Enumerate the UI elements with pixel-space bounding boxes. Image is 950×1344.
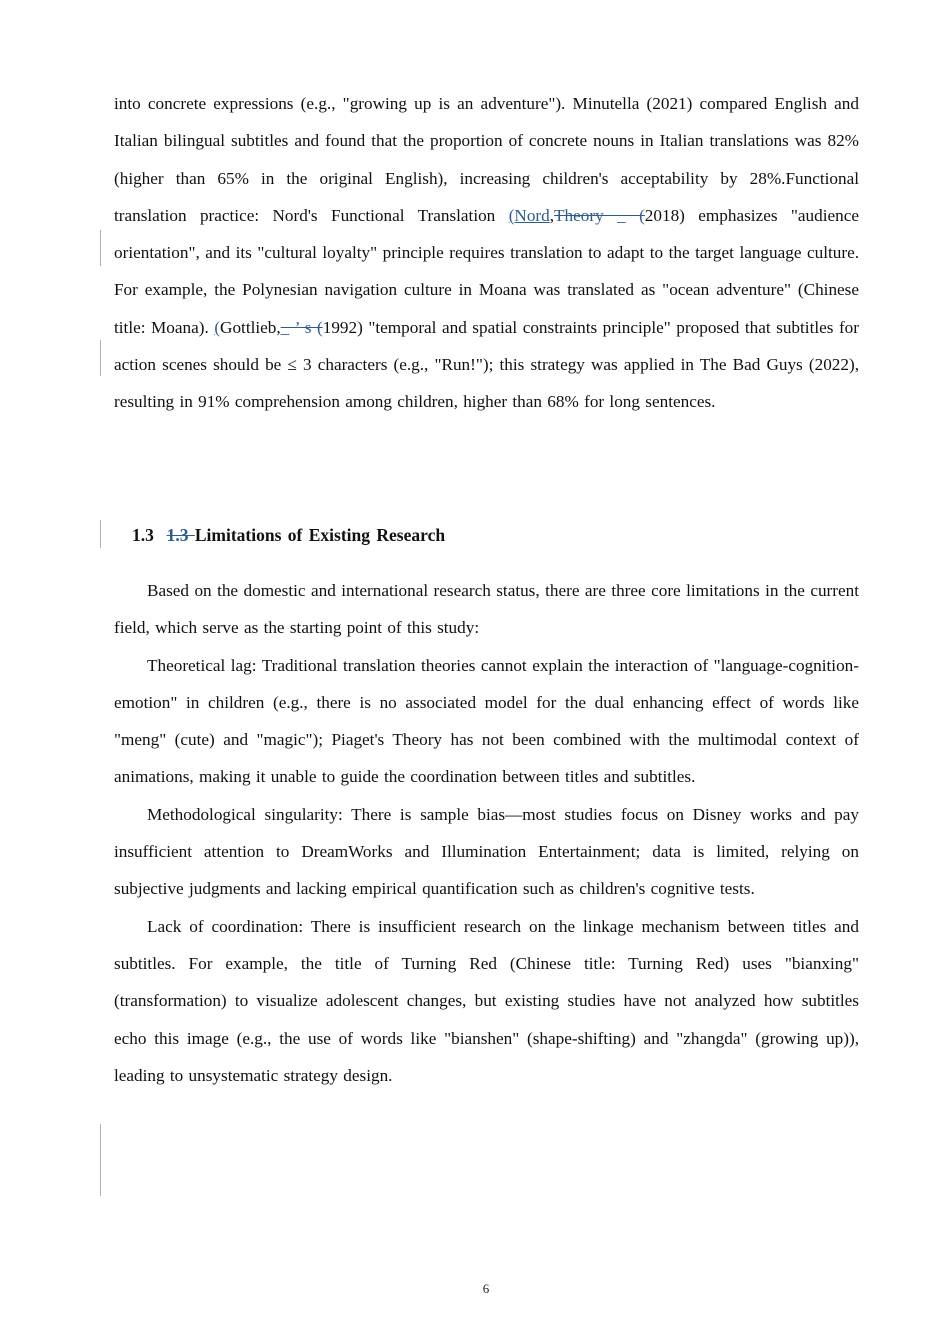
paragraph-text: , xyxy=(549,205,555,225)
change-bar xyxy=(100,340,101,376)
section-heading xyxy=(132,520,445,550)
paragraph-text: into concrete expressions (e.g., "growing up is an adventure"). Minutella (2021) compared English and Italian bilingual subtitles and found that the proportion of concrete nouns in Italian translations was 82% (higher than 65% in the original English), increasing children's acceptability by 28%.Functional translation practice: Nord's Functional Translation xyxy=(114,94,859,225)
paragraph-text: 2018) emphasizes "audience orientation", and its "cultural loyalty" principle requires translation to adapt to the target language culture. For example, the Polynesian navigation culture in Moana was translated as "ocean adventure" (Chinese title: Moana). xyxy=(114,205,859,337)
body-paragraph xyxy=(114,85,859,421)
paragraph-text: Gottlieb, xyxy=(220,317,281,337)
section-title: Limitations of Existing Research xyxy=(194,525,446,545)
change-bar xyxy=(100,520,101,548)
body-paragraph: Theoretical lag: Traditional translation theories cannot explain the interaction of "language-cognition-emotion" in children (e.g., there is no associated model for the dual enhancing effect of words like "meng" (cute) and "magic"); Piaget's Theory has not been combined with the multimodal context of animations, making it unable to guide the coordination between titles and subtitles. xyxy=(114,655,859,787)
deleted-text: Theory _ ( xyxy=(554,205,645,225)
body-paragraph: Lack of coordination: There is insufficient research on the linkage mechanism between titles and subtitles. For example, the title of Turning Red (Chinese title: Turning Red) uses "bianxing" (transformation) to visualize adolescent changes, but existing studies have not analyzed how subtitles echo this image (e.g., the use of words like "bianshen" (shape-shifting) and "zhangda" (growing up)), leading to unsystematic strategy design. xyxy=(114,916,859,1085)
page-number: 6 xyxy=(482,1281,490,1296)
change-bar xyxy=(100,1124,101,1196)
body-paragraph: Based on the domestic and international research status, there are three core limitations in the current field, which serve as the starting point of this study: xyxy=(114,581,859,638)
change-bar xyxy=(100,230,101,266)
body-paragraph: Methodological singularity: There is sample bias—most studies focus on Disney works and pay insufficient attention to DreamWorks and Illumination Entertainment; data is limited, relying on subjective judgments and lacking empirical quantification such as children's cognitive tests. xyxy=(114,804,859,899)
paragraph-text: 1992) "temporal and spatial constraints principle" proposed that subtitles for action scenes should be ≤ 3 characters (e.g., "Run!"); this strategy was applied in The Bad Guys (2022), resulting in 91% comprehension among children, higher than 68% for long sentences. xyxy=(114,317,860,412)
body-section xyxy=(114,572,859,1094)
inserted-text: ( xyxy=(214,317,221,337)
section-number: 1.3 xyxy=(132,525,154,545)
deleted-text: 1.3 xyxy=(166,525,195,545)
deleted-text: _ ’ s ( xyxy=(280,317,323,337)
inserted-text: (Nord xyxy=(508,205,550,225)
